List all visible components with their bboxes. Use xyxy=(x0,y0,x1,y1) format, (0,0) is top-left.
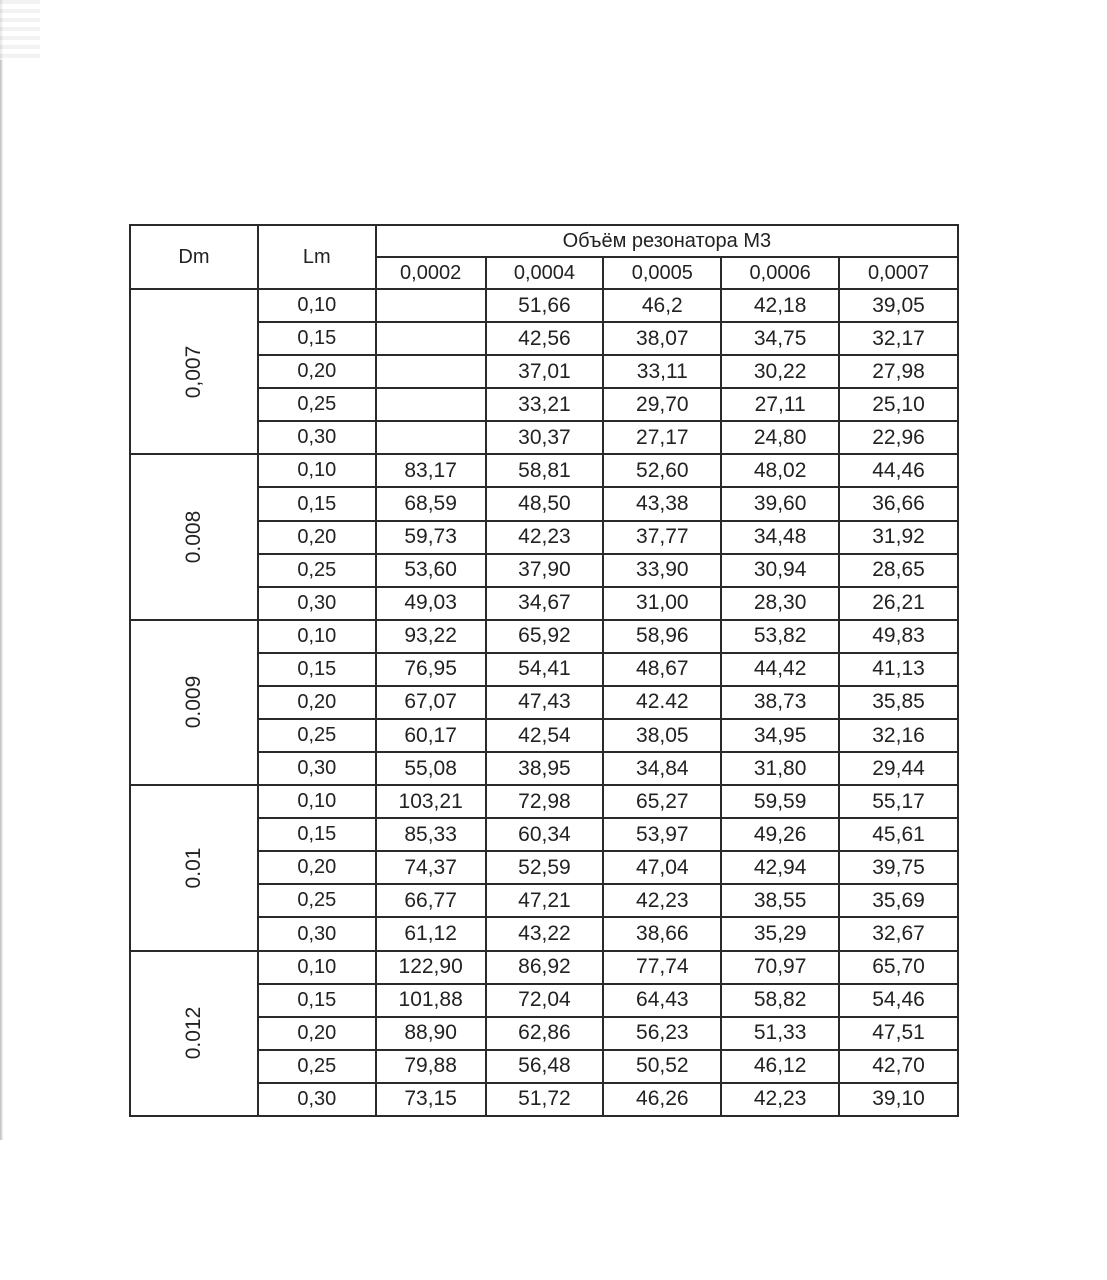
value-cell: 67,07 xyxy=(376,686,486,719)
value-cell: 49,26 xyxy=(721,818,839,851)
value-cell: 73,15 xyxy=(376,1083,486,1116)
table-body xyxy=(130,289,958,1116)
value-cell: 48,02 xyxy=(721,454,839,487)
value-cell: 122,90 xyxy=(376,951,486,984)
value-cell: 34,67 xyxy=(486,587,604,620)
table-row xyxy=(130,620,958,653)
lm-cell: 0,15 xyxy=(258,818,376,851)
volume-header-cell: 0,0002 xyxy=(376,257,486,289)
dm-group-label: 0.009 xyxy=(181,676,205,729)
value-cell: 33,90 xyxy=(603,554,721,587)
value-cell: 49,83 xyxy=(839,620,958,653)
value-cell: 36,66 xyxy=(839,487,958,520)
value-cell: 35,29 xyxy=(721,917,839,950)
table-row xyxy=(130,289,958,322)
value-cell: 51,72 xyxy=(486,1083,604,1116)
value-cell: 58,96 xyxy=(603,620,721,653)
value-cell: 93,22 xyxy=(376,620,486,653)
value-cell: 54,41 xyxy=(486,653,604,686)
value-cell: 28,65 xyxy=(839,554,958,587)
value-cell: 28,30 xyxy=(721,587,839,620)
value-cell: 60,17 xyxy=(376,719,486,752)
value-cell: 65,92 xyxy=(486,620,604,653)
volume-header-cell: 0,0005 xyxy=(603,257,721,289)
dm-group-cell xyxy=(130,785,258,950)
value-cell: 66,77 xyxy=(376,884,486,917)
value-cell: 61,12 xyxy=(376,917,486,950)
lm-cell: 0,10 xyxy=(258,289,376,322)
value-cell: 76,95 xyxy=(376,653,486,686)
lm-cell: 0,10 xyxy=(258,951,376,984)
value-cell: 54,46 xyxy=(839,984,958,1017)
lm-cell: 0,10 xyxy=(258,620,376,653)
value-cell: 38,95 xyxy=(486,752,604,785)
value-cell: 32,67 xyxy=(839,917,958,950)
value-cell: 34,48 xyxy=(721,521,839,554)
value-cell: 38,55 xyxy=(721,884,839,917)
dm-group-label: 0.008 xyxy=(181,510,205,564)
value-cell: 42,70 xyxy=(839,1050,958,1083)
lm-cell: 0,15 xyxy=(258,322,376,355)
value-cell: 39,75 xyxy=(839,851,958,884)
value-cell: 65,27 xyxy=(603,785,721,818)
value-cell: 101,88 xyxy=(376,984,486,1017)
value-cell: 56,48 xyxy=(486,1050,604,1083)
value-cell: 47,43 xyxy=(486,686,604,719)
value-cell: 79,88 xyxy=(376,1050,486,1083)
value-cell: 35,85 xyxy=(839,686,958,719)
value-cell: 48,50 xyxy=(486,487,604,520)
value-cell: 72,04 xyxy=(486,984,604,1017)
value-cell: 34,75 xyxy=(721,322,839,355)
value-cell: 44,46 xyxy=(839,454,958,487)
lm-cell: 0,25 xyxy=(258,884,376,917)
value-cell: 30,22 xyxy=(721,355,839,388)
table-row xyxy=(130,951,958,984)
volume-header-cell: 0,0007 xyxy=(839,257,958,289)
dm-group-label: 0.01 xyxy=(181,847,205,889)
lm-cell: 0,20 xyxy=(258,1017,376,1050)
value-cell: 58,82 xyxy=(721,984,839,1017)
value-cell: 42,23 xyxy=(721,1083,839,1116)
value-cell: 46,26 xyxy=(603,1083,721,1116)
value-cell: 27,17 xyxy=(603,421,721,454)
value-cell: 77,74 xyxy=(603,951,721,984)
lm-cell: 0,15 xyxy=(258,984,376,1017)
lm-cell: 0,25 xyxy=(258,388,376,421)
table-row xyxy=(130,785,958,818)
value-cell: 22,96 xyxy=(839,421,958,454)
lm-cell: 0,10 xyxy=(258,785,376,818)
value-cell: 31,92 xyxy=(839,521,958,554)
value-cell: 46,12 xyxy=(721,1050,839,1083)
value-cell: 30,37 xyxy=(486,421,604,454)
value-cell: 29,70 xyxy=(603,388,721,421)
value-cell: 53,60 xyxy=(376,554,486,587)
value-cell: 38,05 xyxy=(603,719,721,752)
lm-cell: 0,15 xyxy=(258,653,376,686)
scan-edge-shadow xyxy=(0,0,3,1140)
value-cell: 42,23 xyxy=(603,884,721,917)
value-cell: 44,42 xyxy=(721,653,839,686)
value-cell: 38,66 xyxy=(603,917,721,950)
value-cell: 59,59 xyxy=(721,785,839,818)
value-cell: 48,67 xyxy=(603,653,721,686)
value-cell: 32,17 xyxy=(839,322,958,355)
volume-header-cell: 0,0004 xyxy=(486,257,604,289)
value-cell: 33,21 xyxy=(486,388,604,421)
value-cell: 49,03 xyxy=(376,587,486,620)
value-cell: 68,59 xyxy=(376,487,486,520)
empty-value-cell xyxy=(376,421,486,454)
lm-cell: 0,30 xyxy=(258,917,376,950)
value-cell: 43,38 xyxy=(603,487,721,520)
value-cell: 42,23 xyxy=(486,521,604,554)
value-cell: 42,54 xyxy=(486,719,604,752)
value-cell: 60,34 xyxy=(486,818,604,851)
value-cell: 74,37 xyxy=(376,851,486,884)
value-cell: 24,80 xyxy=(721,421,839,454)
value-cell: 88,90 xyxy=(376,1017,486,1050)
volume-title-header: Объём резонатора М3 xyxy=(376,225,958,257)
table-row xyxy=(130,454,958,487)
lm-cell: 0,15 xyxy=(258,487,376,520)
dm-group-label: 0,007 xyxy=(181,345,205,398)
value-cell: 50,52 xyxy=(603,1050,721,1083)
lm-header: Lm xyxy=(258,225,376,289)
value-cell: 46,2 xyxy=(603,289,721,322)
value-cell: 62,86 xyxy=(486,1017,604,1050)
value-cell: 52,59 xyxy=(486,851,604,884)
value-cell: 47,04 xyxy=(603,851,721,884)
lm-cell: 0,30 xyxy=(258,421,376,454)
value-cell: 56,23 xyxy=(603,1017,721,1050)
value-cell: 85,33 xyxy=(376,818,486,851)
lm-cell: 0,25 xyxy=(258,1050,376,1083)
lm-cell: 0,10 xyxy=(258,454,376,487)
value-cell: 27,98 xyxy=(839,355,958,388)
lm-cell: 0,25 xyxy=(258,554,376,587)
value-cell: 47,51 xyxy=(839,1017,958,1050)
value-cell: 38,73 xyxy=(721,686,839,719)
scan-artifact xyxy=(0,0,40,60)
value-cell: 42,94 xyxy=(721,851,839,884)
dm-group-cell xyxy=(130,289,258,454)
value-cell: 33,11 xyxy=(603,355,721,388)
value-cell: 53,97 xyxy=(603,818,721,851)
value-cell: 27,11 xyxy=(721,388,839,421)
value-cell: 53,82 xyxy=(721,620,839,653)
lm-cell: 0,30 xyxy=(258,752,376,785)
dm-group-cell xyxy=(130,454,258,619)
value-cell: 34,95 xyxy=(721,719,839,752)
value-cell: 31,80 xyxy=(721,752,839,785)
value-cell: 25,10 xyxy=(839,388,958,421)
lm-cell: 0,20 xyxy=(258,521,376,554)
value-cell: 64,43 xyxy=(603,984,721,1017)
value-cell: 51,66 xyxy=(486,289,604,322)
value-cell: 30,94 xyxy=(721,554,839,587)
empty-value-cell xyxy=(376,388,486,421)
value-cell: 32,16 xyxy=(839,719,958,752)
value-cell: 103,21 xyxy=(376,785,486,818)
value-cell: 26,21 xyxy=(839,587,958,620)
value-cell: 83,17 xyxy=(376,454,486,487)
value-cell: 52,60 xyxy=(603,454,721,487)
volume-header-cell: 0,0006 xyxy=(721,257,839,289)
value-cell: 86,92 xyxy=(486,951,604,984)
value-cell: 41,13 xyxy=(839,653,958,686)
value-cell: 38,07 xyxy=(603,322,721,355)
dm-group-label: 0.012 xyxy=(181,1007,205,1060)
value-cell: 70,97 xyxy=(721,951,839,984)
empty-value-cell xyxy=(376,322,486,355)
value-cell: 35,69 xyxy=(839,884,958,917)
value-cell: 59,73 xyxy=(376,521,486,554)
lm-cell: 0,25 xyxy=(258,719,376,752)
value-cell: 43,22 xyxy=(486,917,604,950)
dm-header: Dm xyxy=(130,225,258,289)
value-cell: 39,10 xyxy=(839,1083,958,1116)
dm-group-cell xyxy=(130,951,258,1116)
lm-cell: 0,30 xyxy=(258,1083,376,1116)
value-cell: 55,17 xyxy=(839,785,958,818)
value-cell: 29,44 xyxy=(839,752,958,785)
dm-group-cell xyxy=(130,620,258,785)
resonator-table-sheet xyxy=(129,224,959,1117)
lm-cell: 0,20 xyxy=(258,851,376,884)
value-cell: 37,90 xyxy=(486,554,604,587)
value-cell: 37,77 xyxy=(603,521,721,554)
value-cell: 37,01 xyxy=(486,355,604,388)
table-header xyxy=(130,225,958,289)
lm-cell: 0,20 xyxy=(258,355,376,388)
value-cell: 72,98 xyxy=(486,785,604,818)
value-cell: 34,84 xyxy=(603,752,721,785)
value-cell: 42,56 xyxy=(486,322,604,355)
empty-value-cell xyxy=(376,289,486,322)
value-cell: 51,33 xyxy=(721,1017,839,1050)
value-cell: 39,05 xyxy=(839,289,958,322)
lm-cell: 0,20 xyxy=(258,686,376,719)
value-cell: 42.42 xyxy=(603,686,721,719)
value-cell: 45,61 xyxy=(839,818,958,851)
empty-value-cell xyxy=(376,355,486,388)
lm-cell: 0,30 xyxy=(258,587,376,620)
value-cell: 47,21 xyxy=(486,884,604,917)
value-cell: 58,81 xyxy=(486,454,604,487)
resonator-volume-table xyxy=(129,224,959,1117)
value-cell: 42,18 xyxy=(721,289,839,322)
value-cell: 55,08 xyxy=(376,752,486,785)
value-cell: 65,70 xyxy=(839,951,958,984)
value-cell: 31,00 xyxy=(603,587,721,620)
value-cell: 39,60 xyxy=(721,487,839,520)
